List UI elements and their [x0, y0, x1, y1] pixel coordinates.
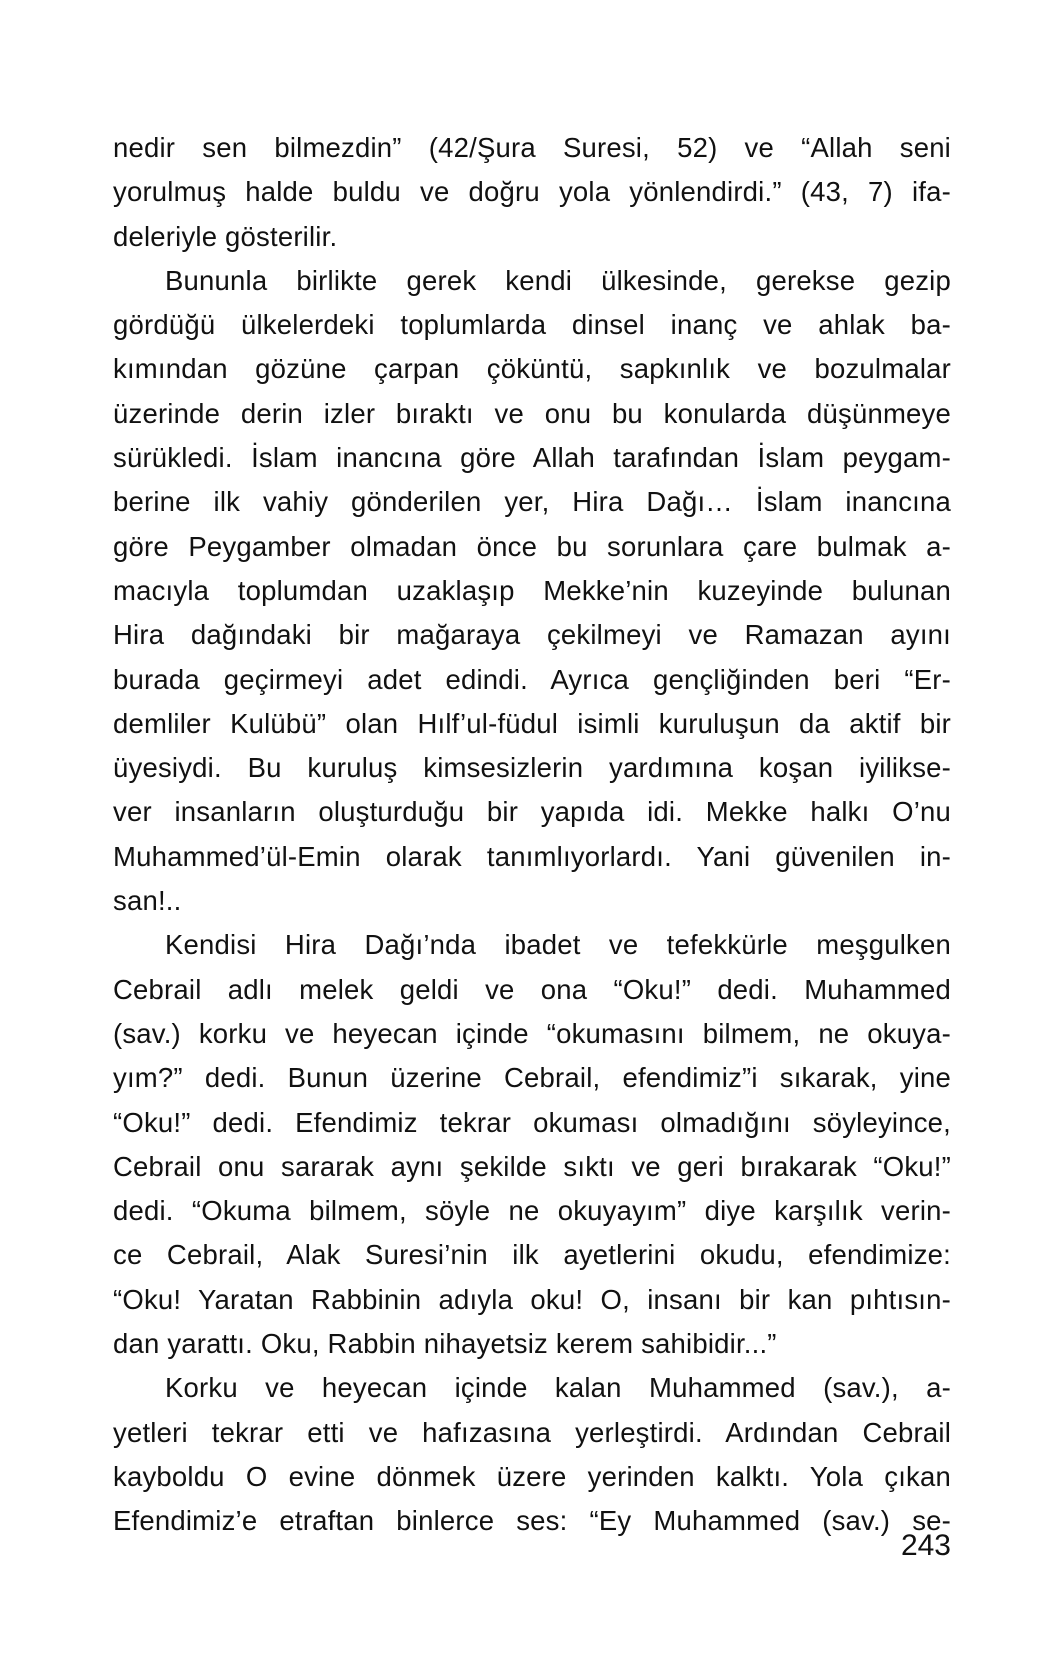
text-line: “Oku!” dedi. Efendimiz tekrar okuması olmadığını söyleyince,: [113, 1106, 951, 1138]
text-line: yetleri tekrar etti ve hafızasına yerleştirdi. Ardından Cebrail: [113, 1416, 951, 1448]
text-line: gördüğü ülkelerdeki toplumlarda dinsel inanç ve ahlak ba-: [113, 309, 951, 341]
text-line: kımından gözüne çarpan çöküntü, sapkınlık ve bozulmalar: [113, 353, 951, 385]
text-line: Muhammed’ül-Emin olarak tanımlıyorlardı. Yani güvenilen in-: [113, 840, 951, 872]
text-line: Cebrail onu sararak aynı şekilde sıktı ve geri bırakarak “Oku!”: [113, 1150, 951, 1182]
text-line: “Oku! Yaratan Rabbinin adıyla oku! O, insanı bir kan pıhtısın-: [113, 1283, 951, 1315]
text-line: kayboldu O evine dönmek üzere yerinden kalktı. Yola çıkan: [113, 1460, 951, 1492]
text-line: Efendimiz’e etraftan binlerce ses: “Ey Muhammed (sav.) se-: [113, 1505, 951, 1537]
paragraph: [113, 259, 951, 923]
paragraph: [113, 923, 951, 1366]
text-line: demliler Kulübü” olan Hılf’ul-füdul isimli kuruluşun da aktif bir: [113, 707, 951, 739]
paragraph: [113, 1366, 951, 1543]
page-number: 243: [900, 1529, 951, 1562]
text-line: göre Peygamber olmadan önce bu sorunlara çare bulmak a-: [113, 530, 951, 562]
text-line: Bununla birlikte gerek kendi ülkesinde, gerekse gezip: [165, 264, 951, 296]
text-line: Hira dağındaki bir mağaraya çekilmeyi ve Ramazan ayını: [113, 619, 951, 651]
text-line: sürükledi. İslam inancına göre Allah tarafından İslam peygam-: [113, 442, 951, 474]
text-line: (sav.) korku ve heyecan içinde “okumasını bilmem, ne okuya-: [113, 1017, 951, 1049]
page-text: [113, 126, 951, 1544]
text-line: deleriyle gösterilir.: [113, 220, 338, 252]
text-line: Cebrail adlı melek geldi ve ona “Oku!” dedi. Muhammed: [113, 973, 951, 1005]
paragraph: [113, 126, 951, 259]
text-line: dedi. “Okuma bilmem, söyle ne okuyayım” diye karşılık verin-: [113, 1195, 951, 1227]
text-line: Kendisi Hira Dağı’nda ibadet ve tefekkürle meşgulken: [165, 929, 951, 961]
text-line: dan yarattı. Oku, Rabbin nihayetsiz kerem sahibidir...”: [113, 1328, 777, 1360]
text-line: burada geçirmeyi adet edindi. Ayrıca gençliğinden beri “Er-: [113, 663, 951, 695]
text-line: ver insanların oluşturduğu bir yapıda idi. Mekke halkı O’nu: [113, 796, 951, 828]
text-line: nedir sen bilmezdin” (42/Şura Suresi, 52) ve “Allah seni: [113, 132, 951, 163]
text-line: üyesiydi. Bu kuruluş kimsesizlerin yardımına koşan iyilikse-: [113, 752, 951, 784]
text-line: üzerinde derin izler bıraktı ve onu bu konularda düşünmeye: [113, 397, 951, 429]
text-line: yım?” dedi. Bunun üzerine Cebrail, efendimiz”i sıkarak, yine: [113, 1062, 951, 1094]
text-line: berine ilk vahiy gönderilen yer, Hira Dağı… İslam inancına: [113, 486, 951, 518]
text-line: Korku ve heyecan içinde kalan Muhammed (sav.), a-: [165, 1372, 951, 1404]
text-line: san!..: [113, 885, 182, 917]
text-line: macıyla toplumdan uzaklaşıp Mekke’nin kuzeyinde bulunan: [113, 574, 951, 606]
text-line: ce Cebrail, Alak Suresi’nin ilk ayetlerini okudu, efendimize:: [113, 1239, 951, 1271]
text-line: yorulmuş halde buldu ve doğru yola yönlendirdi.” (43, 7) ifa-: [113, 176, 951, 208]
